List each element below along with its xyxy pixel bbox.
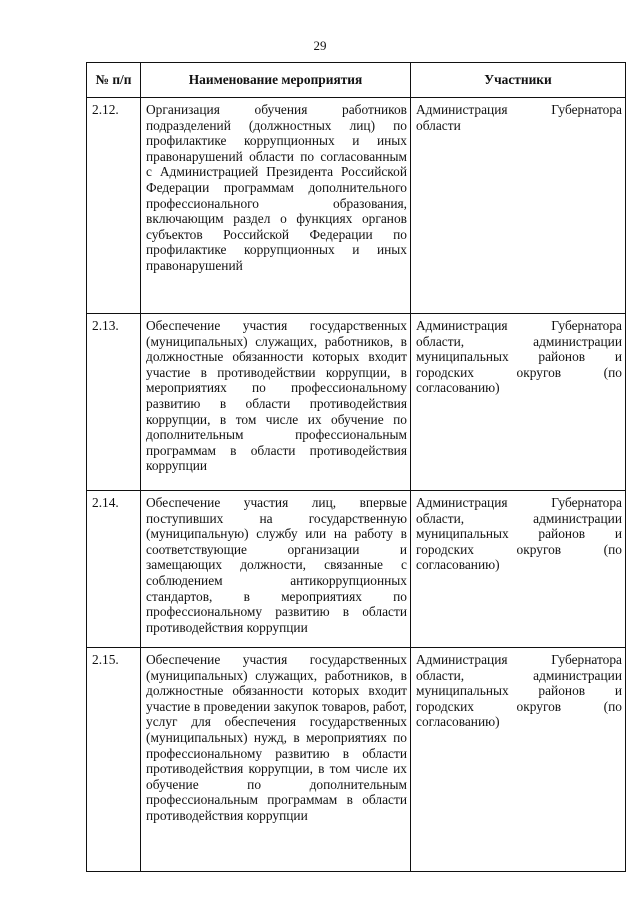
row-number: 2.15. <box>87 648 141 872</box>
header-num: № п/п <box>87 63 141 98</box>
activity-participants: Администрация Губернатора области <box>411 98 626 314</box>
row-number: 2.13. <box>87 314 141 491</box>
activity-participants: Администрация Губернатора области, администрации муниципальных районов и городских округов (по согласованию) <box>411 314 626 491</box>
table-row <box>87 491 626 648</box>
table-row <box>87 648 626 872</box>
header-name: Наименование мероприятия <box>141 63 411 98</box>
activity-name: Обеспечение участия лиц, впервые поступивших на государственную (муниципальную) службу или на работу в соответствующие организации и замещающих должности, связанные с соблюдением антикоррупционных стандартов, в мероприятиях по профессиональному развитию в области противодействия коррупции <box>141 491 411 648</box>
activity-name: Организация обучения работников подразделений (должностных лиц) по профилактике коррупционных и иных правонарушений области по согласованным с Администрацией Президента Российской Федерации программам дополнительного профессионального образования, включающим раздел о функциях органов субъектов Российской Федерации по профилактике коррупционных и иных правонарушений <box>141 98 411 314</box>
row-number: 2.14. <box>87 491 141 648</box>
table-row <box>87 98 626 314</box>
activity-participants: Администрация Губернатора области, администрации муниципальных районов и городских округов (по согласованию) <box>411 648 626 872</box>
row-number: 2.12. <box>87 98 141 314</box>
activities-table <box>86 62 626 872</box>
header-participants: Участники <box>411 63 626 98</box>
table-row <box>87 314 626 491</box>
activity-name: Обеспечение участия государственных (муниципальных) служащих, работников, в должностные обязанности которых входит участие в проведении закупок товаров, работ, услуг для обеспечения государственных (муниципальных) нужд, в мероприятиях по профессиональному развитию в области противодействия коррупции, в том числе их обучение по дополнительным профессиональным программам в области противодействия коррупции <box>141 648 411 872</box>
activity-participants: Администрация Губернатора области, администрации муниципальных районов и городских округов (по согласованию) <box>411 491 626 648</box>
page-number: 29 <box>313 38 327 53</box>
table-header-row <box>87 63 626 98</box>
activity-name: Обеспечение участия государственных (муниципальных) служащих, работников, в должностные обязанности которых входит участие в противодействии коррупции, в мероприятиях по профессиональному развитию в области противодействия коррупции, в том числе их обучение по дополнительным профессиональным программам в области противодействия коррупции <box>141 314 411 491</box>
